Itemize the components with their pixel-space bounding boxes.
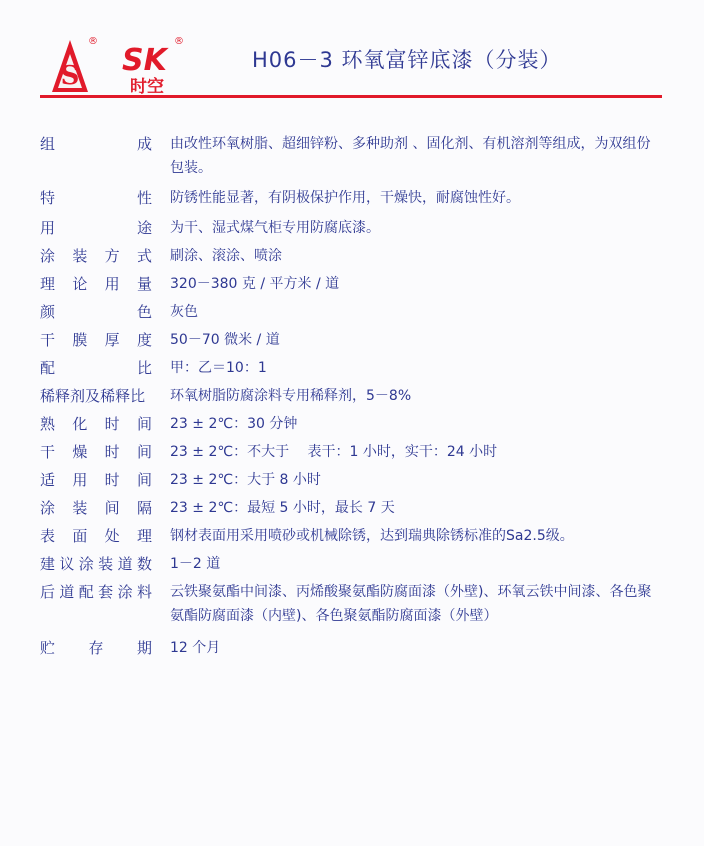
logo-s-glyph: S — [60, 61, 80, 91]
spec-row — [40, 328, 680, 352]
spec-row — [40, 496, 680, 520]
spec-value: 320－380 克 / 平方米 / 道 — [170, 276, 340, 292]
spec-value: 云铁聚氨酯中间漆、丙烯酸聚氨酯防腐面漆（外壁)、环氧云铁中间漆、各色聚氨酯防腐面漆（内壁)、各色聚氨酯防腐面漆（外壁） — [170, 584, 652, 624]
header-divider — [40, 95, 662, 98]
spec-label: 理 论 用 量 — [40, 275, 152, 293]
spec-row — [40, 186, 680, 210]
spec-label: 特 性 — [40, 189, 152, 207]
spec-row — [40, 412, 680, 436]
spec-value: 为干、湿式煤气柜专用防腐底漆。 — [170, 220, 380, 236]
spec-label: 配 比 — [40, 359, 152, 377]
spec-row — [40, 636, 680, 660]
spec-value: 50－70 微米 / 道 — [170, 332, 280, 348]
spec-label: 熟 化 时 间 — [40, 415, 152, 433]
spec-row — [40, 244, 680, 268]
spec-value: 刷涂、滚涂、喷涂 — [170, 248, 282, 264]
spec-row — [40, 440, 680, 464]
spec-label: 稀 释 剂 及 稀 释 比 — [40, 387, 146, 405]
spec-label: 涂 装 间 隔 — [40, 499, 152, 517]
spec-row — [40, 216, 680, 240]
spec-label: 用 途 — [40, 219, 152, 237]
registered-mark-2: ® — [174, 36, 184, 47]
spec-row — [40, 552, 680, 576]
spec-label: 表 面 处 理 — [40, 527, 152, 545]
spec-row — [40, 356, 680, 380]
product-title: H06－3 环氧富锌底漆（分装） — [252, 48, 562, 72]
shikong-logo — [44, 30, 204, 94]
spec-label: 适 用 时 间 — [40, 471, 152, 489]
spec-value: 23 ± 2℃：最短 5 小时，最长 7 天 — [170, 500, 395, 516]
spec-row — [40, 272, 680, 296]
logo-letters: SK — [122, 43, 167, 78]
spec-value: 灰色 — [170, 304, 198, 320]
document-header — [0, 0, 704, 100]
spec-value: 12 个月 — [170, 640, 221, 656]
spec-label: 涂 装 方 式 — [40, 247, 152, 265]
spec-value: 钢材表面用采用喷砂或机械除锈，达到瑞典除锈标准的Sa2.5级。 — [170, 528, 574, 544]
spec-table — [40, 132, 680, 660]
spec-value: 环氧树脂防腐涂料专用稀释剂，5－8% — [170, 388, 412, 404]
spec-value: 1－2 道 — [170, 556, 221, 572]
spec-row — [40, 468, 680, 492]
spec-label: 贮 存 期 — [40, 639, 152, 657]
spec-row — [40, 384, 680, 408]
spec-row — [40, 132, 680, 180]
spec-value: 甲：乙＝10：1 — [170, 360, 267, 376]
spec-row — [40, 580, 680, 628]
spec-row — [40, 300, 680, 324]
registered-mark-1: ® — [88, 36, 98, 47]
spec-value: 23 ± 2℃：30 分钟 — [170, 416, 298, 432]
spec-value: 23 ± 2℃：大于 8 小时 — [170, 472, 321, 488]
spec-value: 由改性环氧树脂、超细锌粉、多种助剂 、固化剂、有机溶剂等组成，为双组份包装。 — [170, 136, 651, 176]
spec-label: 干 燥 时 间 — [40, 443, 152, 461]
logo-chinese-name: 时空 — [130, 77, 164, 94]
spec-label: 干 膜 厚 度 — [40, 331, 152, 349]
spec-value: 23 ± 2℃：不大于 表干：1 小时，实干：24 小时 — [170, 444, 498, 460]
spec-label: 组 成 — [40, 135, 152, 153]
spec-label: 建 议 涂 装 道 数 — [40, 555, 152, 573]
spec-row — [40, 524, 680, 548]
spec-label: 颜 色 — [40, 303, 152, 321]
spec-value: 防锈性能显著，有阴极保护作用，干燥快，耐腐蚀性好。 — [170, 190, 520, 206]
spec-label: 后 道 配 套 涂 料 — [40, 583, 152, 601]
